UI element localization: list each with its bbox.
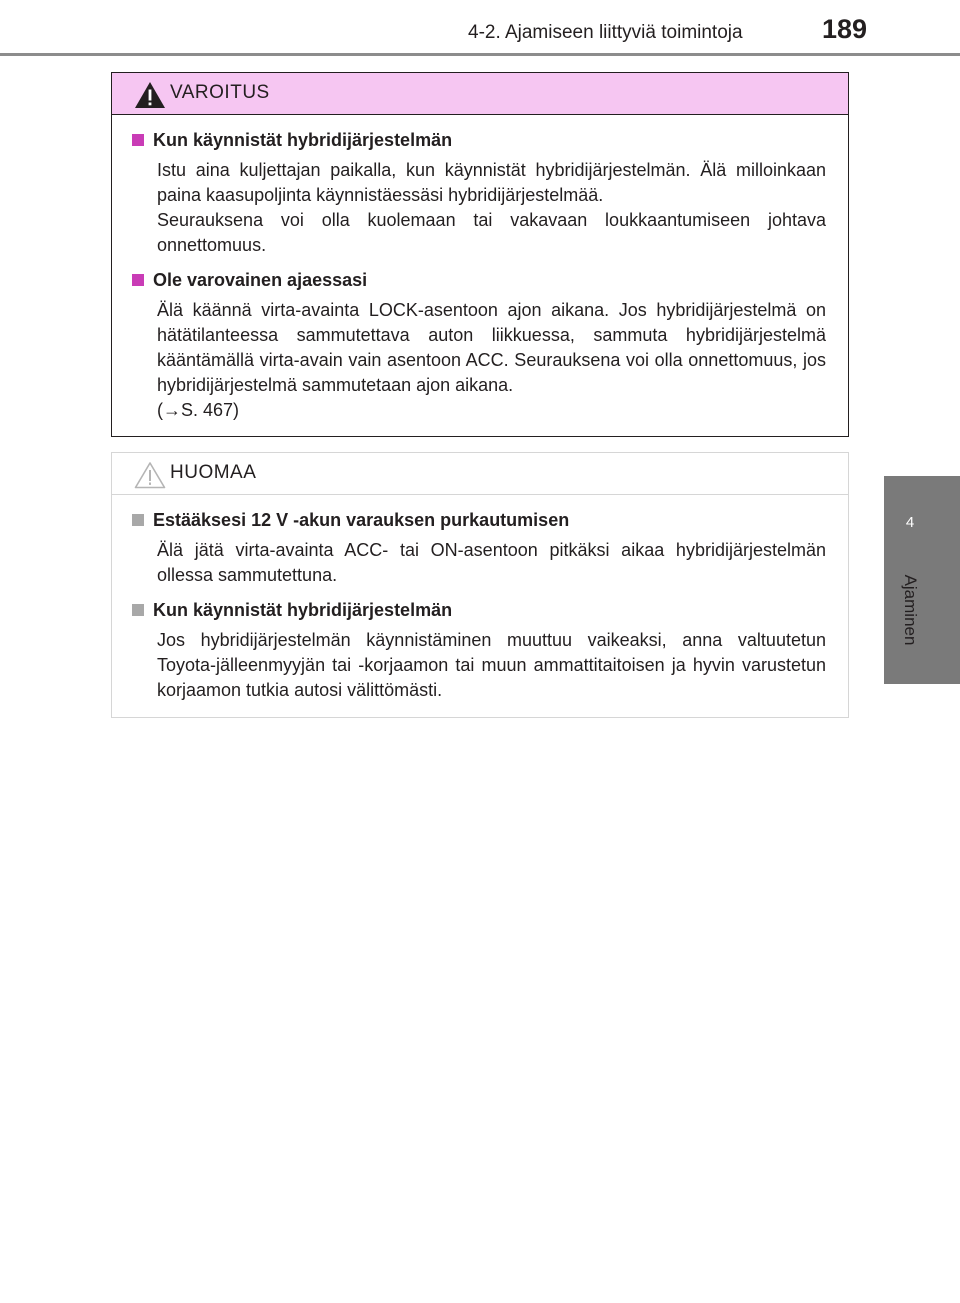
square-bullet-icon (132, 514, 144, 526)
section-heading-text: Estääksesi 12 V -akun varauksen purkautumisen (153, 510, 570, 530)
square-bullet-icon (132, 604, 144, 616)
section-heading (132, 267, 826, 293)
notice-box-header (112, 453, 848, 495)
chapter-label (884, 574, 936, 646)
notice-box (111, 452, 849, 718)
header-divider (0, 53, 960, 56)
warning-section-driving (132, 267, 826, 423)
notice-box-body (112, 495, 848, 703)
paragraph: Älä jätä virta-avainta ACC- tai ON-asentoon pitkäksi aikaa hybridijärjestelmän ollessa sammutettuna. (157, 540, 826, 585)
notice-section-battery (132, 507, 826, 588)
warning-box-header (112, 73, 848, 115)
chapter-tab-number: 4 (905, 514, 915, 531)
warning-section-start (132, 127, 826, 258)
notice-title: HUOMAA (170, 462, 257, 483)
square-bullet-icon (132, 134, 144, 146)
caution-triangle-icon (134, 461, 166, 489)
section-heading-text: Kun käynnistät hybridijärjestelmän (153, 130, 453, 150)
paragraph: Seurauksena voi olla kuolemaan tai vakavaan loukkaantumiseen johtava onnettomuus. (157, 210, 826, 255)
square-bullet-icon (132, 274, 144, 286)
section-heading (132, 507, 826, 533)
paragraph: Istu aina kuljettajan paikalla, kun käynnistät hybridijärjestelmän. Älä milloinkaan paina kaasupoljinta käynnistäessäsi hybridijärjestelmää. (157, 160, 826, 205)
section-heading (132, 597, 826, 623)
page-number: 189 (822, 14, 868, 44)
paragraph: Jos hybridijärjestelmän käynnistäminen muuttuu vaikeaksi, anna valtuutetun Toyota-jälleenmyyjän tai -korjaamon tai muun ammattitaitoisen ja hyvin varustetun korjaamon tutkia autosi välittömästi. (157, 630, 826, 700)
running-header: 4-2. Ajamiseen liittyviä toimintoja (468, 22, 743, 43)
warning-title: VAROITUS (170, 82, 270, 103)
warning-box-body (112, 115, 848, 423)
page-reference-link[interactable]: (→S. 467) (157, 400, 240, 420)
warning-triangle-icon (134, 81, 166, 109)
section-heading (132, 127, 826, 153)
paragraph: Älä käännä virta-avainta LOCK-asentoon ajon aikana. Jos hybridijärjestelmä on hätätilanteessa sammutettava auton liikkuessa, sammuta hybridijärjestelmä kääntämällä virta-avain vain asentoon ACC. Seurauksena voi olla onnettomuus, jos hybridijärjestelmä sammutetaan ajon aikana. (157, 300, 826, 395)
notice-section-start (132, 597, 826, 703)
section-heading-text: Kun käynnistät hybridijärjestelmän (153, 600, 453, 620)
chapter-label-text: Ajaminen (901, 574, 920, 646)
warning-box (111, 72, 849, 437)
section-heading-text: Ole varovainen ajaessasi (153, 270, 368, 290)
